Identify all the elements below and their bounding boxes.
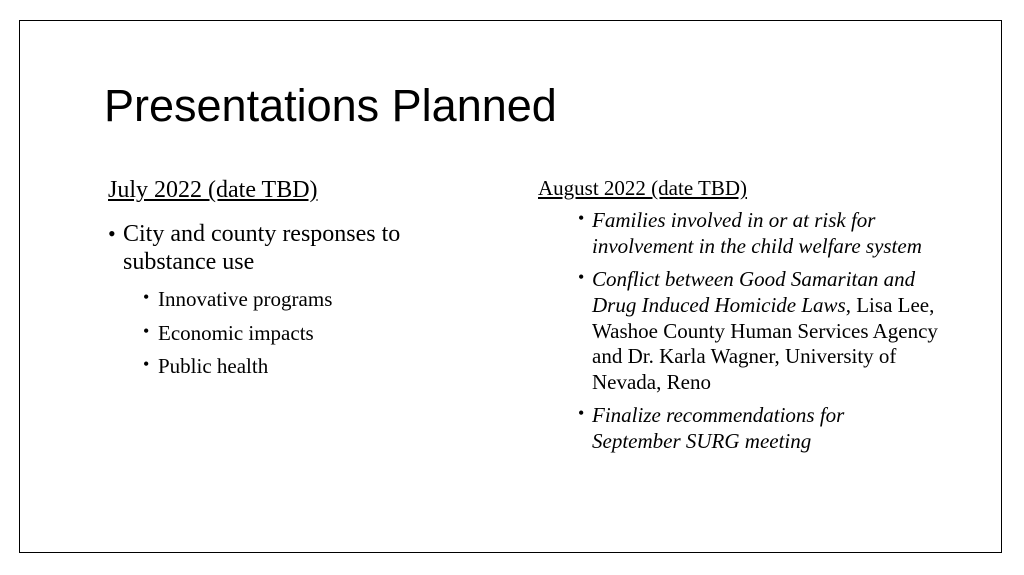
bullet-italic-text: Conflict between Good Samaritan and Drug Induced Homicide Laws: [592, 267, 916, 318]
list-item: [592, 208, 938, 259]
right-column-heading: August 2022 (date TBD): [538, 176, 748, 200]
list-item: [592, 267, 938, 395]
bullet-text: City and county responses to substance use: [123, 220, 401, 275]
slide: [19, 20, 1002, 553]
right-column: [538, 176, 938, 463]
list-item: • Public health: [158, 354, 468, 379]
sub-bullet-list: [123, 287, 468, 379]
list-item: [123, 221, 468, 379]
left-column: [108, 176, 468, 387]
right-bullet-list: [538, 208, 938, 454]
slide-title: Presentations Planned: [104, 80, 557, 131]
list-item: • Innovative programs: [158, 287, 468, 312]
bullet-italic-text: Finalize recommendations for September SURG meeting: [592, 403, 845, 454]
bullet-italic-text: Families involved in or at risk for involvement in the child welfare system: [592, 208, 922, 258]
list-item: • Economic impacts: [158, 321, 468, 346]
left-bullet-list: [108, 221, 468, 379]
list-item: [592, 403, 938, 454]
left-column-heading: July 2022 (date TBD): [108, 177, 318, 203]
bullet-text: , Lisa Lee, Washoe County Human Services Agency and Dr. Karla Wagner, University of Nevada, Reno: [592, 293, 938, 394]
